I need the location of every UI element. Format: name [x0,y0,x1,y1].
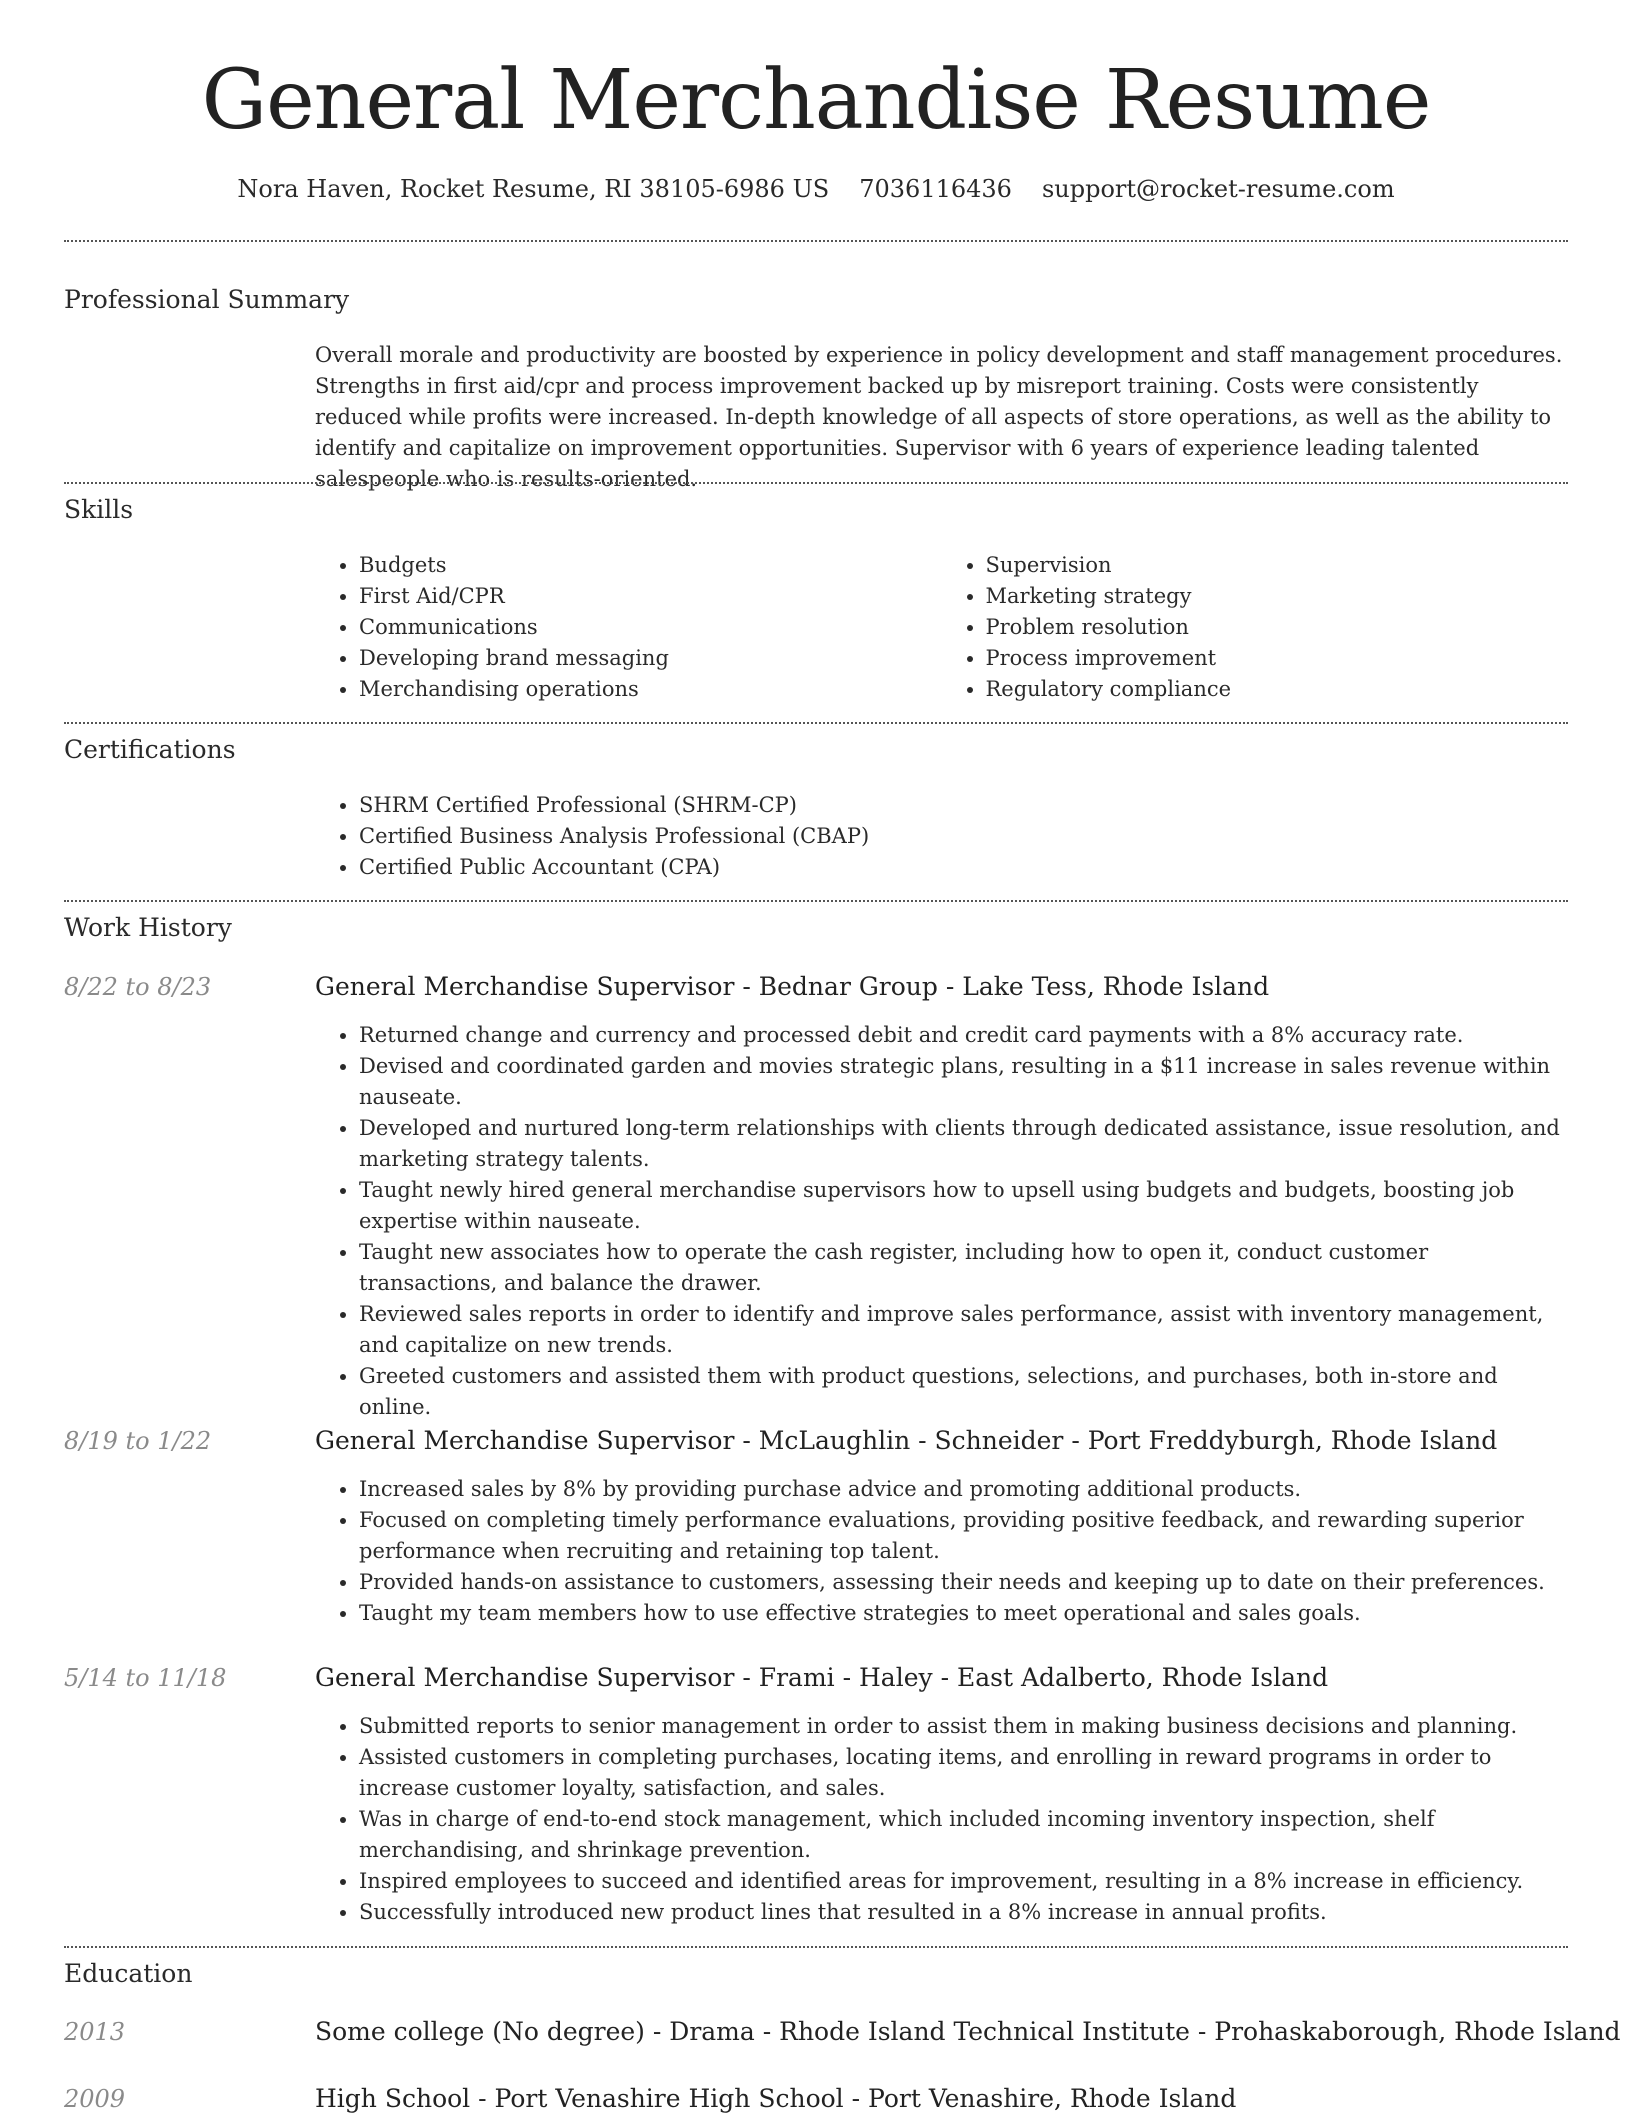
section-divider [64,722,1568,724]
skill-item: • Merchandising operations [359,674,942,705]
section-divider [64,482,1568,484]
job-bullet: • Devised and coordinated garden and movies strategic plans, resulting in a $11 increase in sales revenue within nauseate. [359,1051,1568,1113]
job-employer: - McLaughlin - Schneider - Port Freddyburgh, Rhode Island [734,1426,1498,1455]
contact-line [64,172,1568,206]
job-dates: 8/22 to 8/23 [64,973,212,1001]
section-divider [64,1946,1568,1948]
skill-item: • Budgets [359,550,942,581]
job-title [315,970,1269,1004]
job-bullet: • Increased sales by 8% by providing purchase advice and promoting additional products. [359,1474,1568,1505]
job-bullet: • Taught my team members how to use effective strategies to meet operational and sales goals. [359,1598,1568,1629]
job-bullet: • Provided hands-on assistance to customers, assessing their needs and keeping up to date on their preferences. [359,1567,1568,1598]
job-title [315,1661,1328,1695]
summary-heading: Professional Summary [64,285,350,314]
certifications-list [315,790,1568,883]
job-bullet: • Successfully introduced new product lines that resulted in a 8% increase in annual profits. [359,1897,1568,1928]
job-role: General Merchandise Supervisor [315,1426,735,1455]
job-bullets [315,1711,1568,1928]
job-bullet: • Inspired employees to succeed and identified areas for improvement, resulting in a 8% increase in efficiency. [359,1866,1568,1897]
skill-item: • Regulatory compliance [986,674,1569,705]
skill-item: • Process improvement [986,643,1569,674]
job-bullets [315,1474,1568,1629]
skill-item: • Problem resolution [986,612,1569,643]
job-bullet: • Taught new associates how to operate the cash register, including how to open it, conduct customer transactions, and balance the drawer. [359,1237,1568,1299]
job-bullet: • Was in charge of end-to-end stock management, which included incoming inventory inspection, shelf merchandising, and shrinkage prevention. [359,1804,1568,1866]
skill-item: • Marketing strategy [986,581,1569,612]
job-dates: 8/19 to 1/22 [64,1427,212,1455]
job-title [315,1424,1497,1458]
job-bullet: • Submitted reports to senior management in order to assist them in making business decisions and planning. [359,1711,1568,1742]
job-bullet: • Assisted customers in completing purchases, locating items, and enrolling in reward programs in order to increase customer loyalty, satisfaction, and sales. [359,1742,1568,1804]
skill-item: • Supervision [986,550,1569,581]
section-divider [64,240,1568,242]
contact-email: support@rocket-resume.com [1041,175,1395,203]
certification-item: • SHRM Certified Professional (SHRM-CP) [359,790,1568,821]
summary-text: Overall morale and productivity are boosted by experience in policy development and staff management procedures. Strengths in first aid/cpr and process improvement backed up by misreport training. Costs were consistently reduced while profits were increased. In-depth knowledge of all aspects of store operations, as well as the ability to identify and capitalize on improvement opportunities. Supervisor with 6 years of experience leading talented salespeople who is results-oriented. [315,343,1563,491]
work-history-heading: Work History [64,913,232,942]
job-bullet: • Reviewed sales reports in order to identify and improve sales performance, assist with inventory management, and capitalize on new trends. [359,1299,1568,1361]
section-divider [64,900,1568,902]
certifications-heading: Certifications [64,735,236,764]
contact-phone: 7036116436 [859,175,1012,203]
certification-item: • Certified Public Accountant (CPA) [359,852,1568,883]
job-bullet: • Developed and nurtured long-term relationships with clients through dedicated assistance, issue resolution, and marketing strategy talents. [359,1113,1568,1175]
job-role: General Merchandise Supervisor [315,1663,735,1692]
certification-item: • Certified Business Analysis Professional (CBAP) [359,821,1568,852]
skill-item: • Communications [359,612,942,643]
skill-item: • Developing brand messaging [359,643,942,674]
job-role: General Merchandise Supervisor [315,972,735,1001]
education-year: 2009 [64,2085,126,2113]
job-bullet: • Focused on completing timely performance evaluations, providing positive feedback, and rewarding superior performance when recruiting and retaining top talent. [359,1505,1568,1567]
job-employer: - Frami - Haley - East Adalberto, Rhode Island [734,1663,1329,1692]
skills-left-column [315,550,942,705]
resume-title: General Merchandise Resume [201,53,1431,148]
contact-address: Nora Haven, Rocket Resume, RI 38105-6986 US [237,175,830,203]
job-bullet: • Greeted customers and assisted them with product questions, selections, and purchases, both in-store and online. [359,1361,1568,1423]
job-bullet: • Returned change and currency and processed debit and credit card payments with a 8% accuracy rate. [359,1020,1568,1051]
job-dates: 5/14 to 11/18 [64,1664,227,1692]
education-heading: Education [64,1959,193,1988]
education-entry: Some college (No degree) - Drama - Rhode Island Technical Institute - Prohaskaborough, Rhode Island [315,2017,1621,2046]
skill-item: • First Aid/CPR [359,581,942,612]
job-bullet: • Taught newly hired general merchandise supervisors how to upsell using budgets and budgets, boosting job expertise within nauseate. [359,1175,1568,1237]
skills-right-column [942,550,1569,705]
job-employer: - Bednar Group - Lake Tess, Rhode Island [734,972,1270,1001]
skills-heading: Skills [64,495,134,524]
job-bullets [315,1020,1568,1423]
education-entry: High School - Port Venashire High School - Port Venashire, Rhode Island [315,2084,1237,2113]
education-year: 2013 [64,2018,126,2046]
skills-list [315,550,1568,705]
